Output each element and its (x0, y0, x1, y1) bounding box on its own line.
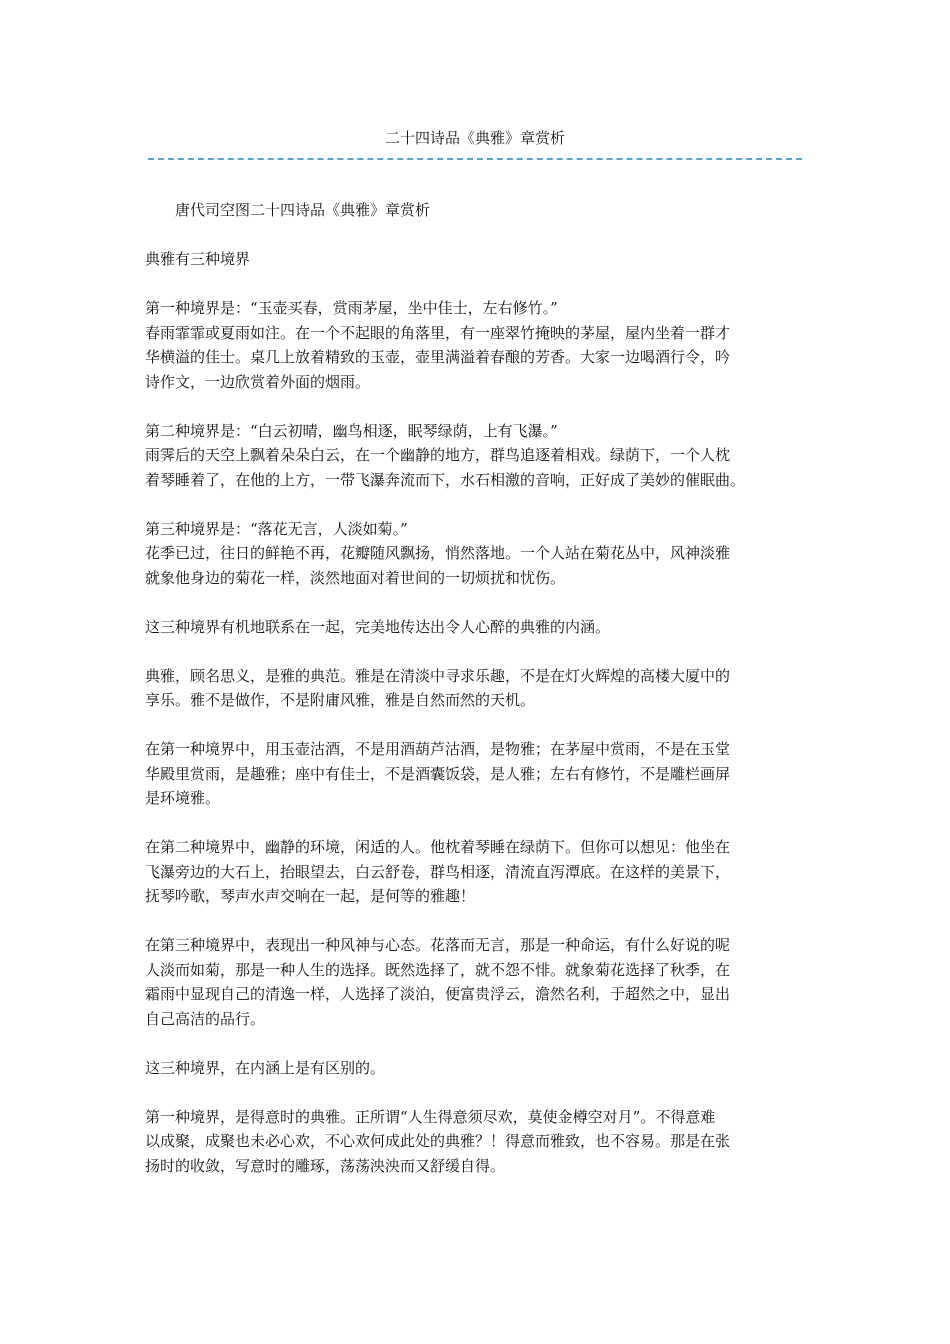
article-body (145, 198, 807, 1203)
paragraph-line: 抚琴吟歌，琴声水声交响在一起，是何等的雅趣！ (145, 887, 476, 905)
paragraph-line: 扬时的收敛，写意时的雕琢，荡荡泱泱而又舒缓自得。 (145, 1156, 506, 1175)
paragraph-line: 这三种境界有机地联系在一起，完美地传达出令人心醉的典雅的内涵。 (145, 617, 611, 636)
realm-one-paragraph (145, 296, 807, 394)
page-title: 二十四诗品《典雅》章赏析 (384, 129, 565, 147)
paragraph-line: 第三种境界是：“落花无言，人淡如菊。” (145, 519, 408, 538)
paragraph-line: 华横溢的佳士。桌几上放着精致的玉壶，壶里满溢着春酿的芳香。大家一边喝酒行令，吟 (145, 348, 731, 366)
paragraph-line: 自己高洁的品行。 (145, 1009, 266, 1028)
title-divider (148, 158, 802, 160)
paragraph-line: 飞瀑旁边的大石上，抬眼望去，白云舒卷，群鸟相逐，清流直泻潭底。在这样的美景下， (145, 862, 731, 881)
paragraph-line: 人淡而如菊，那是一种人生的选择。既然选择了，就不怨不悱。就象菊花选择了秋季，在 (145, 960, 731, 979)
paragraph-line: 雨霁后的天空上飘着朵朵白云，在一个幽静的地方，群鸟追逐着相戏。绿荫下，一个人枕 (145, 446, 731, 464)
paragraph-line: 第一种境界，是得意时的典雅。正所谓“人生得意须尽欢，莫使金樽空对月”。不得意难 (145, 1107, 716, 1126)
analysis-one-paragraph (145, 737, 807, 811)
paragraph-line: 霜雨中显现自己的清逸一样，人选择了淡泊，便富贵浮云，澹然名利，于超然之中，显出 (145, 985, 731, 1003)
paragraph-line: 华殿里赏雨，是趣雅；座中有佳士，不是酒囊饭袋，是人雅；左右有修竹，不是雕栏画屏 (145, 764, 731, 783)
paragraph-line: 典雅，顾名思义，是雅的典范。雅是在清淡中寻求乐趣，不是在灯火辉煌的高楼大厦中的 (145, 666, 731, 685)
analysis-three-paragraph (145, 933, 807, 1031)
paragraph-line: 着琴睡着了，在他的上方，一带飞瀑奔流而下，水石相激的音响，正好成了美妙的催眠曲。 (145, 470, 746, 489)
intro-paragraph (145, 198, 807, 223)
paragraph-line: 在第二种境界中，幽静的环境，闲适的人。他枕着琴睡在绿荫下。但你可以想见：他坐在 (145, 838, 731, 856)
meaning-paragraph (145, 664, 807, 713)
difference-paragraph (145, 1056, 807, 1081)
paragraph-line: 春雨霏霏或夏雨如注。在一个不起眼的角落里，有一座翠竹掩映的茅屋，屋内坐着一群才 (145, 323, 731, 342)
paragraph-line: 是环境雅。 (145, 789, 221, 807)
connection-paragraph (145, 615, 807, 640)
paragraph-line: 诗作文，一边欣赏着外面的烟雨。 (145, 372, 371, 391)
first-realm-meaning-paragraph (145, 1105, 807, 1179)
paragraph-line: 在第一种境界中，用玉壶沽酒，不是用酒葫芦沽酒，是物雅；在茅屋中赏雨，不是在玉堂 (145, 740, 731, 758)
paragraph-line: 唐代司空图二十四诗品《典雅》章赏析 (175, 201, 431, 219)
paragraph-line: 在第三种境界中，表现出一种风神与心态。花落而无言，那是一种命运，有什么好说的呢 (145, 936, 731, 954)
realm-three-paragraph (145, 517, 807, 591)
paragraph-line: 典雅有三种境界 (145, 250, 251, 268)
section-heading (145, 247, 807, 272)
paragraph-line: 第二种境界是：“白云初晴，幽鸟相逐，眠琴绿荫，上有飞瀑。” (145, 421, 558, 440)
paragraph-line: 就象他身边的菊花一样，淡然地面对着世间的一切烦扰和忧伤。 (145, 568, 566, 587)
paragraph-line: 花季已过，往日的鲜艳不再，花瓣随风飘扬，悄然落地。一个人站在菊花丛中，风神淡雅 (145, 544, 731, 562)
paragraph-line: 第一种境界是：“玉壶买春，赏雨茅屋，坐中佳士，左右修竹。” (145, 299, 558, 317)
paragraph-line: 享乐。雅不是做作，不是附庸风雅，雅是自然而然的天机。 (145, 691, 536, 709)
paragraph-line: 这三种境界，在内涵上是有区别的。 (145, 1058, 386, 1077)
realm-two-paragraph (145, 419, 807, 493)
paragraph-line: 以成聚，成聚也未必心欢，不心欢何成此处的典雅？！得意而雅致，也不容易。那是在张 (145, 1132, 731, 1150)
analysis-two-paragraph (145, 835, 807, 909)
